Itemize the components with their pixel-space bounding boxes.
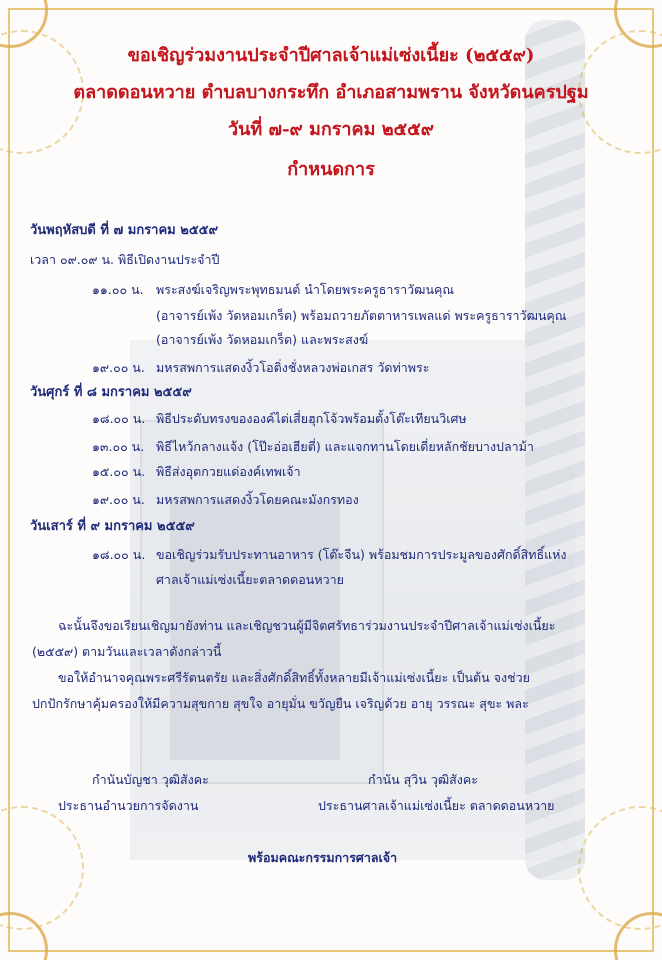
schedule-item: ๑๓.๐๐ น. พิธีไหว้กลางแจ้ง (โป๊ะอ่อเฮียตี่) และแจกทานโดยเดี่ยหลักชัยบางปลาม้า (92, 439, 534, 454)
schedule-item: ๑๘.๐๐ น. ขอเชิญร่วมรับประทานอาหาร (โต๊ะจีน) พร้อมชมการประมูลของศักดิ์สิทธิ์แห่ง (92, 547, 567, 562)
day2-heading: วันศุกร์ ที่ ๘ มกราคม ๒๕๕๙ (30, 385, 192, 400)
closing-paragraph-2: ขอให้อำนาจคุณพระศรีรัตนตรัย และสิ่งศักดิ์สิทธิ์ทั้งหลายมีเจ้าแม่เซ่งเนี้ยะ เป็นต้น จงช่วย (58, 670, 530, 685)
day1-opening: เวลา ๐๙.๐๙ น. พิธีเปิดงานประจำปี (30, 252, 220, 267)
title-line-3: วันที่ ๗-๙ มกราคม ๒๕๕๙ (227, 119, 434, 140)
day1-heading: วันพฤหัสบดี ที่ ๗ มกราคม ๒๕๕๙ (30, 223, 219, 238)
schedule-item: ๑๕.๐๐ น. พิธีส่งอุตกวยแด่องค์เทพเจ้า (92, 464, 301, 479)
schedule-item: ๑๑.๐๐ น. พระสงฆ์เจริญพระพุทธมนต์ นำโดยพระครูธาราวัฒนคุณ (92, 282, 454, 297)
signature-left-name: กำนันบัญชา วุฒิสังคะ (92, 772, 209, 787)
schedule-item: (อาจารย์เพ้ง วัดหอมเกร็ด) และพระสงฆ์ (156, 332, 369, 347)
signature-left-title: ประธานอำนวยการจัดงาน (58, 798, 199, 813)
schedule-item: (อาจารย์เพ้ง วัดหอมเกร็ด) พร้อมถวายภัตตาหารเพลแด่ พระครูธาราวัฒนคุณ (156, 308, 567, 323)
committee-signature: พร้อมคณะกรรมการศาลเจ้า (248, 850, 398, 865)
signature-right-title: ประธานศาลเจ้าแม่เซ่งเนี้ยะ ตลาดดอนหวาย (318, 798, 555, 813)
closing-paragraph-2-cont: ปกปักรักษาคุ้มครองให้มีความสุขกาย สุขใจ อายุมั่น ขวัญยืน เจริญด้วย อายุ วรรณะ สุขะ พละ (32, 696, 529, 711)
schedule-item: ศาลเจ้าแม่เซ่งเนี้ยะตลาดดอนหวาย (156, 572, 344, 587)
signature-right-name: กำนัน สุวิน วุฒิสังคะ (368, 772, 478, 787)
closing-paragraph-1-cont: (๒๕๕๙) ตามวันและเวลาดังกล่าวนี้ (32, 644, 222, 659)
title-line-2: ตลาดดอนหวาย ตำบลบางกระทึก อำเภอสามพราน จังหวัดนครปฐม (73, 82, 589, 103)
title-line-1: ขอเชิญร่วมงานประจำปีศาลเจ้าแม่เซ่งเนี้ยะ (๒๕๕๙) (127, 45, 535, 66)
schedule-item: ๑๘.๐๐ น. พิธีประดับทรงขององค์ไต่เสี่ยฮุกโจ้วพร้อมตั้งโต๊ะเทียนวิเศษ (92, 411, 467, 426)
day3-heading: วันเสาร์ ที่ ๙ มกราคม ๒๕๕๙ (30, 519, 195, 534)
schedule-item: ๑๙.๐๐ น. มหรสพการแสดงงิ้วโดยคณะมังกรทอง (92, 492, 359, 507)
title-schedule: กำหนดการ (287, 159, 375, 180)
closing-paragraph-1: ฉะนั้นจึงขอเรียนเชิญมายังท่าน และเชิญชวนผู้มีจิตศรัทธาร่วมงานประจำปีศาลเจ้าแม่เซ่งเนี้ยะ (58, 618, 556, 633)
schedule-item: ๑๙.๐๐ น. มหรสพการแสดงงิ้วโอติ่งชั่งหลวงพ่อเกสร วัดท่าพระ (92, 360, 430, 375)
